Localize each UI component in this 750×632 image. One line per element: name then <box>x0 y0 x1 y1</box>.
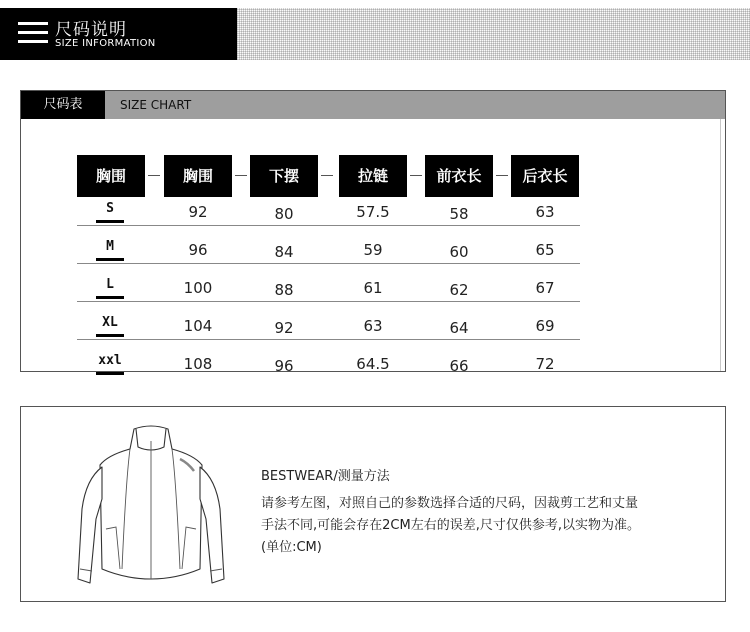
size-label: xxl <box>98 353 122 368</box>
table-cell: 100 <box>183 279 213 297</box>
table-cell: 92 <box>274 319 294 337</box>
table-cell: 67 <box>535 279 555 297</box>
table-cell: 65 <box>535 241 555 259</box>
size-chart-heading: SIZE CHART <box>120 98 192 112</box>
banner-label-block <box>0 8 237 60</box>
size-label: S <box>106 201 114 216</box>
table-cell: 96 <box>188 241 208 259</box>
table-cell: 60 <box>449 243 469 261</box>
size-underline <box>96 296 124 299</box>
size-chart-tab: 尺码表 <box>21 91 105 119</box>
table-cell: 69 <box>535 317 555 335</box>
row-divider <box>77 301 580 302</box>
table-cell: 96 <box>274 357 294 375</box>
table-header-0: 胸围 <box>77 155 145 197</box>
table-cell: 59 <box>363 241 383 259</box>
size-underline <box>96 334 124 337</box>
header-separator <box>321 175 333 176</box>
banner-subtitle: SIZE INFORMATION <box>55 38 156 49</box>
size-underline <box>96 372 124 375</box>
size-underline <box>96 220 124 223</box>
size-chart-header <box>21 91 725 119</box>
table-cell: 63 <box>363 317 383 335</box>
chart-scroll-edge <box>720 119 725 371</box>
size-label: M <box>106 239 114 254</box>
table-cell: 66 <box>449 357 469 375</box>
table-cell: 61 <box>363 279 383 297</box>
header-separator <box>235 175 247 176</box>
table-header-2: 下摆 <box>250 155 318 197</box>
row-divider <box>77 263 580 264</box>
header-separator <box>148 175 160 176</box>
table-cell: 64.5 <box>356 355 390 373</box>
row-divider <box>77 225 580 226</box>
table-cell: 104 <box>183 317 213 335</box>
measurement-method-panel <box>20 406 726 602</box>
header-separator <box>410 175 422 176</box>
top-banner <box>0 8 750 60</box>
method-line: (单位:CM) <box>261 540 322 555</box>
table-cell: 84 <box>274 243 294 261</box>
method-description <box>261 493 691 559</box>
menu-icon <box>18 22 48 44</box>
table-header-3: 拉链 <box>339 155 407 197</box>
table-cell: 108 <box>183 355 213 373</box>
jacket-illustration <box>76 419 226 591</box>
size-label: L <box>106 277 114 292</box>
table-cell: 88 <box>274 281 294 299</box>
header-separator <box>496 175 508 176</box>
banner-title: 尺码说明 <box>55 20 127 40</box>
method-title: BESTWEAR/测量方法 <box>261 469 390 484</box>
table-header-1: 胸围 <box>164 155 232 197</box>
row-divider <box>77 339 580 340</box>
method-line: 手法不同,可能会存在2CM左右的误差,尺寸仅供参考,以实物为准。 <box>261 518 640 533</box>
table-cell: 62 <box>449 281 469 299</box>
table-cell: 80 <box>274 205 294 223</box>
table-cell: 63 <box>535 203 555 221</box>
table-cell: 72 <box>535 355 555 373</box>
table-cell: 64 <box>449 319 469 337</box>
size-chart-panel <box>20 90 726 375</box>
table-cell: 57.5 <box>356 203 390 221</box>
size-underline <box>96 258 124 261</box>
table-cell: 92 <box>188 203 208 221</box>
table-header-4: 前衣长 <box>425 155 493 197</box>
table-cell: 58 <box>449 205 469 223</box>
banner-pattern <box>237 8 750 60</box>
method-line: 请参考左图，对照自己的参数选择合适的尺码，因裁剪工艺和丈量 <box>261 496 639 511</box>
size-label: XL <box>102 315 118 330</box>
table-header-5: 后衣长 <box>511 155 579 197</box>
